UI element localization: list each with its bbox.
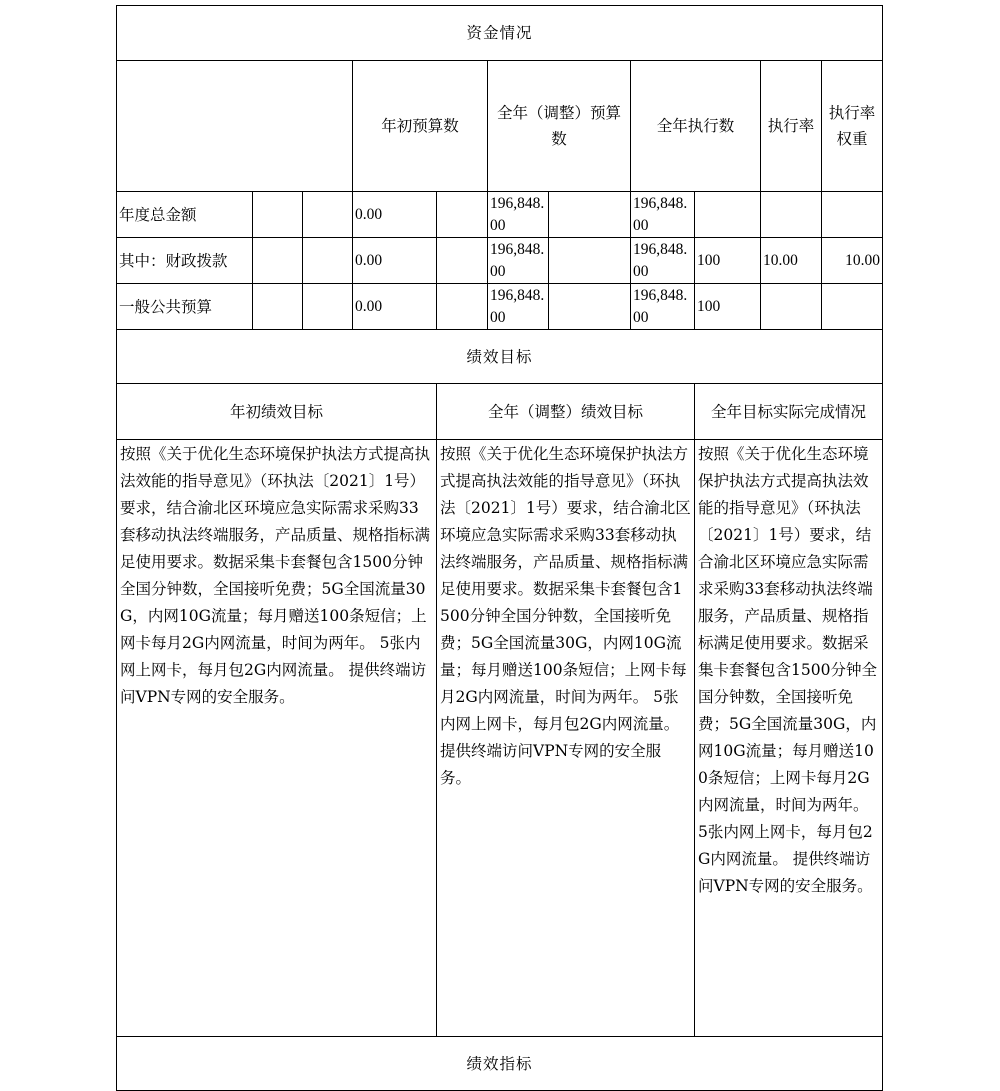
row-label: 其中：财政拨款 — [117, 238, 253, 284]
rate-score-value: 10.00 — [822, 238, 883, 284]
annual-execution-value: 196,848.00 — [631, 192, 695, 238]
initial-goal-text: 按照《关于优化生态环境保护执法方式提高执法效能的指导意见》（环执法〔2021〕1号）要求，结合渝北区环境应急实际需求采购33套移动执法终端服务，产品质量、规格指标满足使用要求。数据采集卡套餐包含1500分钟全国分钟数，全国接听免费；5G全国流量30G，内网10G流量；每月赠送100条短信；上网卡每月2G内网流量，时间为两年。 5张内网上网卡，每月包2G内网流量。 提供终端访问VPN专网的安全服务。 — [117, 440, 437, 1037]
rate-weight-value — [761, 192, 822, 238]
section-goals-title: 绩效目标 — [117, 330, 883, 384]
adjusted-goal-text: 按照《关于优化生态环境保护执法方式提高执法效能的指导意见》（环执法〔2021〕1号）要求，结合渝北区环境应急实际需求采购33套移动执法终端服务，产品质量、规格指标满足使用要求。数据采集卡套餐包含1500分钟全国分钟数，全国接听免费；5G全国流量30G，内网10G流量；每月赠送100条短信；上网卡每月2G内网流量，时间为两年。 5张内网上网卡，每月包2G内网流量。 提供终端访问VPN专网的安全服务。 — [437, 440, 695, 1037]
header-initial-budget: 年初预算数 — [353, 61, 488, 192]
header-adjusted-budget: 全年（调整）预算数 — [488, 61, 631, 192]
rate-score-value — [822, 284, 883, 330]
adjusted-budget-value: 196,848.00 — [488, 238, 549, 284]
annual-execution-value: 196,848.00 — [631, 284, 695, 330]
header-blank — [117, 61, 353, 192]
rate-weight-value — [761, 284, 822, 330]
initial-budget-value: 0.00 — [353, 284, 437, 330]
table-row — [117, 192, 883, 238]
initial-budget-value: 0.00 — [353, 238, 437, 284]
section-funds-title: 资金情况 — [117, 6, 883, 61]
annual-execution-value: 196,848.00 — [631, 238, 695, 284]
table-row — [117, 284, 883, 330]
execution-rate-value — [695, 192, 761, 238]
actual-goal-text: 按照《关于优化生态环境保护执法方式提高执法效能的指导意见》（环执法〔2021〕1号）要求，结合渝北区环境应急实际需求采购33套移动执法终端服务，产品质量、规格指标满足使用要求。数据采集卡套餐包含1500分钟全国分钟数，全国接听免费；5G全国流量30G，内网10G流量；每月赠送100条短信；上网卡每月2G内网流量，时间为两年。 5张内网上网卡，每月包2G内网流量。 提供终端访问VPN专网的安全服务。 — [695, 440, 883, 1037]
row-label: 年度总金额 — [117, 192, 253, 238]
header-execution-rate: 执行率 — [761, 61, 822, 192]
row-label: 一般公共预算 — [117, 284, 253, 330]
performance-table — [116, 5, 883, 1091]
adjusted-budget-value: 196,848.00 — [488, 284, 549, 330]
adjusted-budget-value: 196,848.00 — [488, 192, 549, 238]
execution-rate-value: 100 — [695, 284, 761, 330]
rate-score-value — [822, 192, 883, 238]
table-row — [117, 238, 883, 284]
execution-rate-value: 100 — [695, 238, 761, 284]
rate-weight-value: 10.00 — [761, 238, 822, 284]
header-annual-execution: 全年执行数 — [631, 61, 761, 192]
goal-header-actual: 全年目标实际完成情况 — [695, 384, 883, 440]
header-rate-weight: 执行率权重 — [822, 61, 883, 192]
initial-budget-value: 0.00 — [353, 192, 437, 238]
goal-header-initial: 年初绩效目标 — [117, 384, 437, 440]
goal-header-adjusted: 全年（调整）绩效目标 — [437, 384, 695, 440]
section-indicators-title: 绩效指标 — [117, 1037, 883, 1091]
